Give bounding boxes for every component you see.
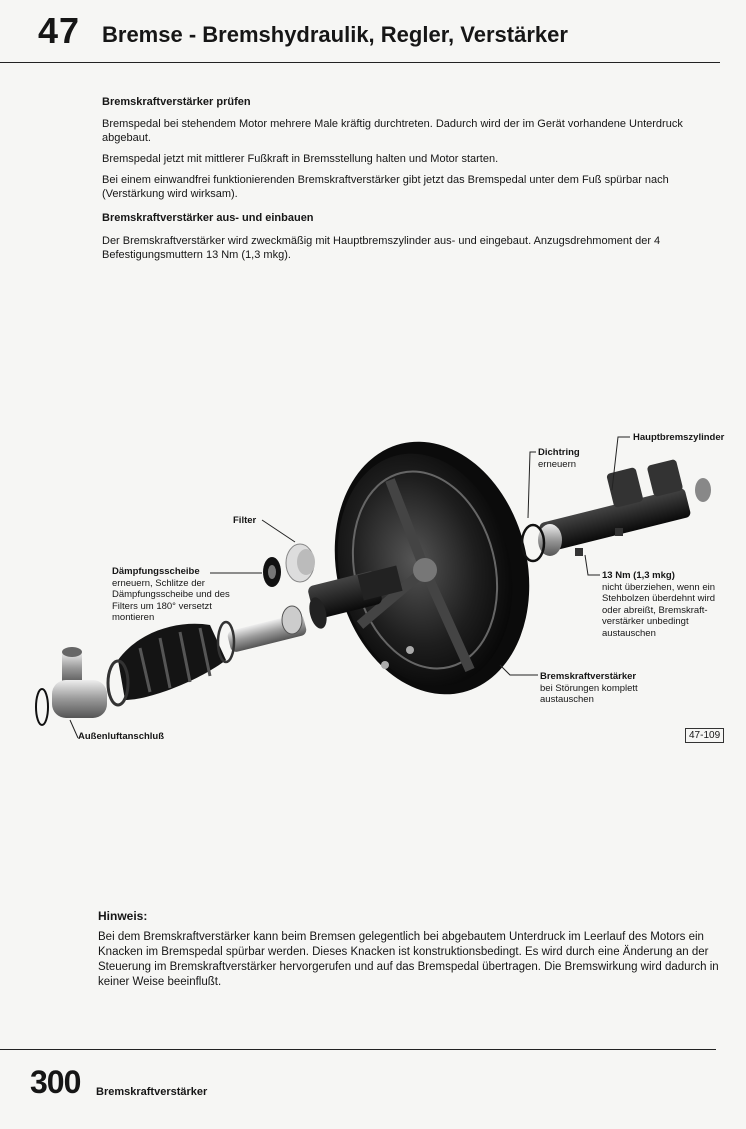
figure-number: 47-109 (685, 728, 724, 743)
label-aussenluftanschluss: Außenluftanschluß (78, 731, 165, 742)
footer-rule (0, 1049, 716, 1050)
filter-part (286, 544, 315, 582)
chapter-title: Bremse - Bremshydraulik, Regler, Verstärker (102, 22, 568, 47)
footer-title: Bremskraftverstärker (96, 1086, 208, 1098)
section-heading-pruefen: Bremskraftverstärker prüfen (102, 96, 251, 108)
header-rule (0, 62, 720, 63)
label-filter: Filter (233, 515, 257, 526)
rubber-bellows (108, 622, 234, 705)
label-hauptbremszylinder: Hauptbremszylinder (633, 432, 725, 443)
label-anzugsmoment: 13 Nm (1,3 mkg) nicht überziehen, wenn ein Stehbolzen überdehnt wird oder abreißt, Bremskraft- verstärker unbedingt austauschen (602, 570, 716, 639)
label-daempfungsscheibe: Dämpfungsscheibe erneuern, Schlitze der Dämpfungsscheibe und des Filters um 180° versetzt montieren (112, 566, 230, 623)
chapter-number: 47 (38, 10, 81, 51)
paragraph: Bremspedal bei stehendem Motor mehrere Male kräftig durchtreten. Dadurch wird der im Gerät vorhandene Unterdruck abgebaut. (102, 118, 683, 144)
note-heading: Hinweis: (98, 909, 148, 923)
valve-housing (226, 606, 307, 653)
paragraph: Bremspedal jetzt mit mittlerer Fußkraft in Bremsstellung halten und Motor starten. (102, 153, 499, 165)
page-number: 300 (30, 1064, 81, 1100)
paragraph: Bei einem einwandfrei funktionierenden Bremskraftverstärker gibt jetzt das Bremspedal unter dem Fuß spürbar nach (Verstärkung wird wirksam). (102, 174, 669, 200)
paragraph: Der Bremskraftverstärker wird zweckmäßig mit Hauptbremszylinder aus- und eingebaut. Anzugsdrehmoment der 4 Befestigungsmuttern 13 Nm (1,3 mkg). (102, 235, 661, 261)
section-heading-ausbau: Bremskraftverstärker aus- und einbauen (102, 212, 314, 224)
label-bremskraftverstaerker: Bremskraftverstärker bei Störungen komplett austauschen (540, 671, 638, 705)
master-cylinder (522, 459, 711, 561)
booster-drum (309, 421, 555, 715)
outside-air-connection (36, 647, 107, 725)
damping-washer (263, 557, 281, 587)
label-dichtring: Dichtring erneuern (538, 447, 580, 470)
note-text: Bei dem Bremskraftverstärker kann beim Bremsen gelegentlich bei abgebautem Unterdruck im Leerlauf des Motors ein Knacken im Bremspedal spürbar werden. Dieses Knacken ist konstruktionsbedingt. Es wird durch eine Änderung an der Steuerung im Bremskraftverstärker hervorgerufen und auf das Bremspedal übertragen. Die Bremswirkung wird dadurch in keiner Weise beeinflußt. (98, 931, 719, 988)
